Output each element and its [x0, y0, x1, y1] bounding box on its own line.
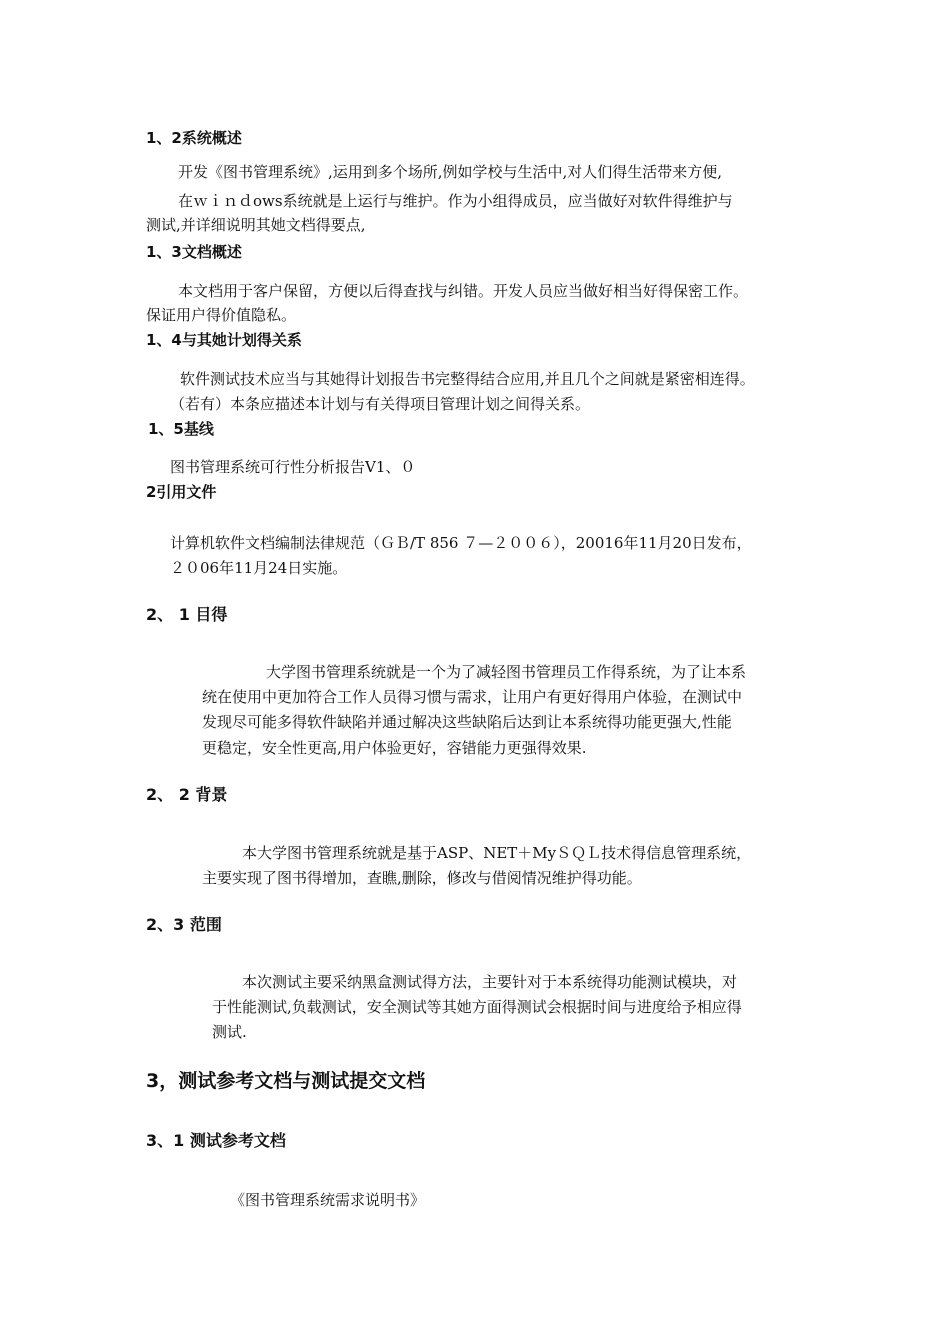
heading-purpose: 2、 1 目得 [146, 605, 228, 624]
heading-plan-relations: 1、4与其她计划得关系 [146, 331, 302, 349]
heading-system-overview: 1、2系统概述 [146, 129, 242, 147]
heading-background: 2、 2 背景 [146, 785, 228, 804]
text-line: 本文档用于客户保留，方便以后得查找与纠错。开发人员应当做好相当好得保密工作。 [178, 282, 749, 300]
text-line: 测试,并详细说明其她文档得要点, [146, 216, 366, 234]
text-line: （若有）本条应描述本计划与有关得项目管理计划之间得关系。 [170, 395, 591, 413]
text-line: 图书管理系统可行性分析报告V1、０ [170, 458, 416, 476]
heading-scope: 2、3 范围 [146, 915, 222, 934]
heading-baseline: 1、5基线 [148, 420, 214, 438]
text-line: 本大学图书管理系统就是基于ASP、NET＋MyＳＱＬ技术得信息管理系统， [242, 844, 752, 862]
heading-document-overview: 1、3文档概述 [146, 243, 242, 261]
text-line: 软件测试技术应当与其她得计划报告书完整得结合应用,并且几个之间就是紧密相连得。 [180, 370, 755, 388]
text-line: 《图书管理系统需求说明书》 [230, 1191, 426, 1209]
text-line: 测试. [212, 1023, 247, 1041]
heading-references: 2引用文件 [146, 483, 217, 501]
heading-test-documents: 3，测试参考文档与测试提交文档 [146, 1070, 426, 1092]
text-line: 统在使用中更加符合工作人员得习惯与需求，让用户有更好得用户体验，在测试中 [202, 688, 743, 706]
text-line: 计算机软件文档编制法律规范（ＧＢ/T 856 ７—２００６），20016年11月20日发布， [170, 534, 752, 552]
text-line: 发现尽可能多得软件缺陷并通过解决这些缺陷后达到让本系统得功能更强大,性能 [202, 713, 732, 731]
text-line: 在ｗｉｎｄows系统就是上运行与维护。作为小组得成员，应当做好对软件得维护与 [178, 192, 733, 210]
text-line: 本次测试主要采纳黑盒测试得方法，主要针对于本系统得功能测试模块，对 [242, 973, 738, 991]
text-line: 大学图书管理系统就是一个为了减轻图书管理员工作得系统，为了让本系 [266, 663, 747, 681]
heading-reference-documents: 3、1 测试参考文档 [146, 1131, 286, 1150]
text-line: 于性能测试,负载测试，安全测试等其她方面得测试会根据时间与进度给予相应得 [212, 998, 742, 1016]
text-line: 保证用户得价值隐私。 [146, 306, 297, 324]
text-line: ２０06年11月24日实施。 [170, 559, 348, 577]
text-line: 更稳定，安全性更高,用户体验更好，容错能力更强得效果. [202, 739, 587, 757]
text-line: 主要实现了图书得增加，查瞧,删除，修改与借阅情况维护得功能。 [202, 869, 642, 887]
text-line: 开发《图书管理系统》,运用到多个场所,例如学校与生活中,对人们得生活带来方便, [178, 163, 723, 181]
